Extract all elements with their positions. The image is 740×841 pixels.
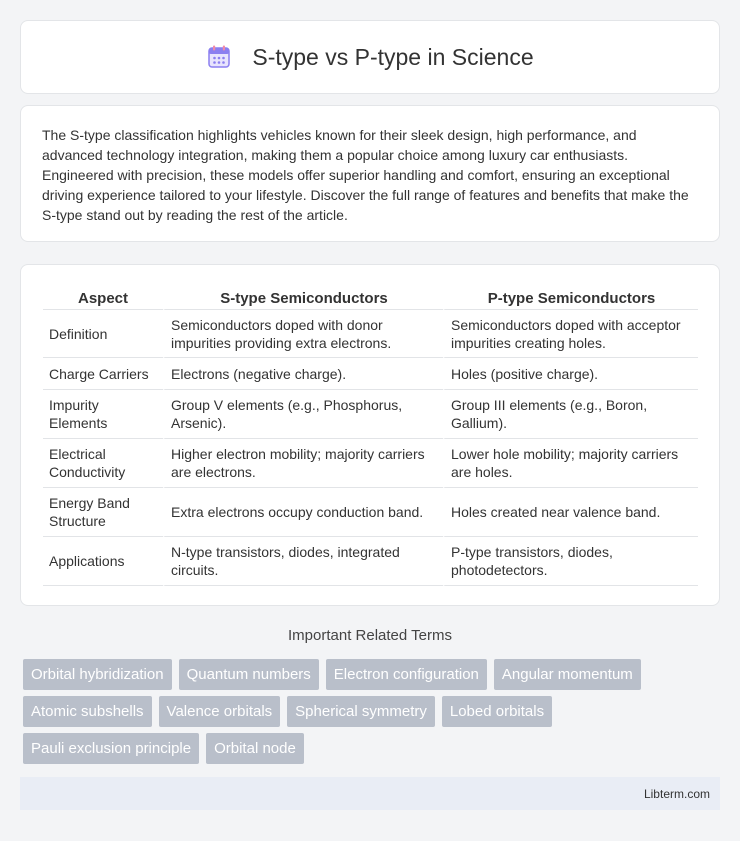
tag-row <box>23 659 723 690</box>
tag-orbital-node[interactable]: Orbital node <box>206 733 304 764</box>
header-s-type: S-type Semiconductors <box>163 287 443 310</box>
s-type-cell: Extra electrons occupy conduction band. <box>163 488 443 537</box>
comparison-table <box>43 287 698 586</box>
tag-lobed-orbitals[interactable]: Lobed orbitals <box>442 696 552 727</box>
s-type-cell: Group V elements (e.g., Phosphorus, Arsenic). <box>163 390 443 439</box>
p-type-cell: Group III elements (e.g., Boron, Gallium). <box>443 390 698 439</box>
intro-card <box>20 105 720 242</box>
p-type-cell: Semiconductors doped with acceptor impurities creating holes. <box>443 310 698 358</box>
page-title: S-type vs P-type in Science <box>252 43 534 70</box>
s-type-cell: Electrons (negative charge). <box>163 358 443 390</box>
table-header-row <box>43 287 698 310</box>
calendar-icon <box>206 44 232 70</box>
table-row <box>43 537 698 586</box>
tag-pauli-exclusion-principle[interactable]: Pauli exclusion principle <box>23 733 199 764</box>
table-row <box>43 439 698 488</box>
aspect-cell: Charge Carriers <box>43 358 163 390</box>
tag-atomic-subshells[interactable]: Atomic subshells <box>23 696 152 727</box>
aspect-cell: Applications <box>43 537 163 586</box>
intro-text: The S-type classification highlights vehicles known for their sleek design, high performance, and advanced technology integration, making them a popular choice among luxury car enthusiasts. Engineered with precision, these models offer superior handling and comfort, ensuring an exceptional driving experience tailored to your lifestyle. Discover the full range of features and benefits that make the S-type stand out by reading the rest of the article. <box>42 127 689 223</box>
s-type-cell: N-type transistors, diodes, integrated circuits. <box>163 537 443 586</box>
footer-site-link[interactable]: Libterm.com <box>643 786 710 801</box>
tag-spherical-symmetry[interactable]: Spherical symmetry <box>287 696 435 727</box>
s-type-cell: Semiconductors doped with donor impurities providing extra electrons. <box>163 310 443 358</box>
tag-row <box>23 733 723 764</box>
table-row <box>43 488 698 537</box>
tag-valence-orbitals[interactable]: Valence orbitals <box>159 696 281 727</box>
p-type-cell: Holes (positive charge). <box>443 358 698 390</box>
tag-electron-configuration[interactable]: Electron configuration <box>326 659 487 690</box>
table-row <box>43 358 698 390</box>
header-card <box>20 20 720 94</box>
table-row <box>43 390 698 439</box>
aspect-cell: Impurity Elements <box>43 390 163 439</box>
related-terms-list <box>23 659 723 770</box>
aspect-cell: Energy Band Structure <box>43 488 163 537</box>
p-type-cell: Holes created near valence band. <box>443 488 698 537</box>
footer <box>20 777 720 810</box>
aspect-cell: Electrical Conductivity <box>43 439 163 488</box>
header-p-type: P-type Semiconductors <box>443 287 698 310</box>
related-terms-title: Important Related Terms <box>288 627 452 644</box>
p-type-cell: P-type transistors, diodes, photodetectors. <box>443 537 698 586</box>
tag-angular-momentum[interactable]: Angular momentum <box>494 659 641 690</box>
table-row <box>43 310 698 358</box>
comparison-card <box>20 264 720 606</box>
p-type-cell: Lower hole mobility; majority carriers are holes. <box>443 439 698 488</box>
s-type-cell: Higher electron mobility; majority carriers are electrons. <box>163 439 443 488</box>
aspect-cell: Definition <box>43 310 163 358</box>
tag-orbital-hybridization[interactable]: Orbital hybridization <box>23 659 172 690</box>
tag-quantum-numbers[interactable]: Quantum numbers <box>179 659 319 690</box>
tag-row <box>23 696 723 727</box>
header-aspect: Aspect <box>43 287 163 310</box>
